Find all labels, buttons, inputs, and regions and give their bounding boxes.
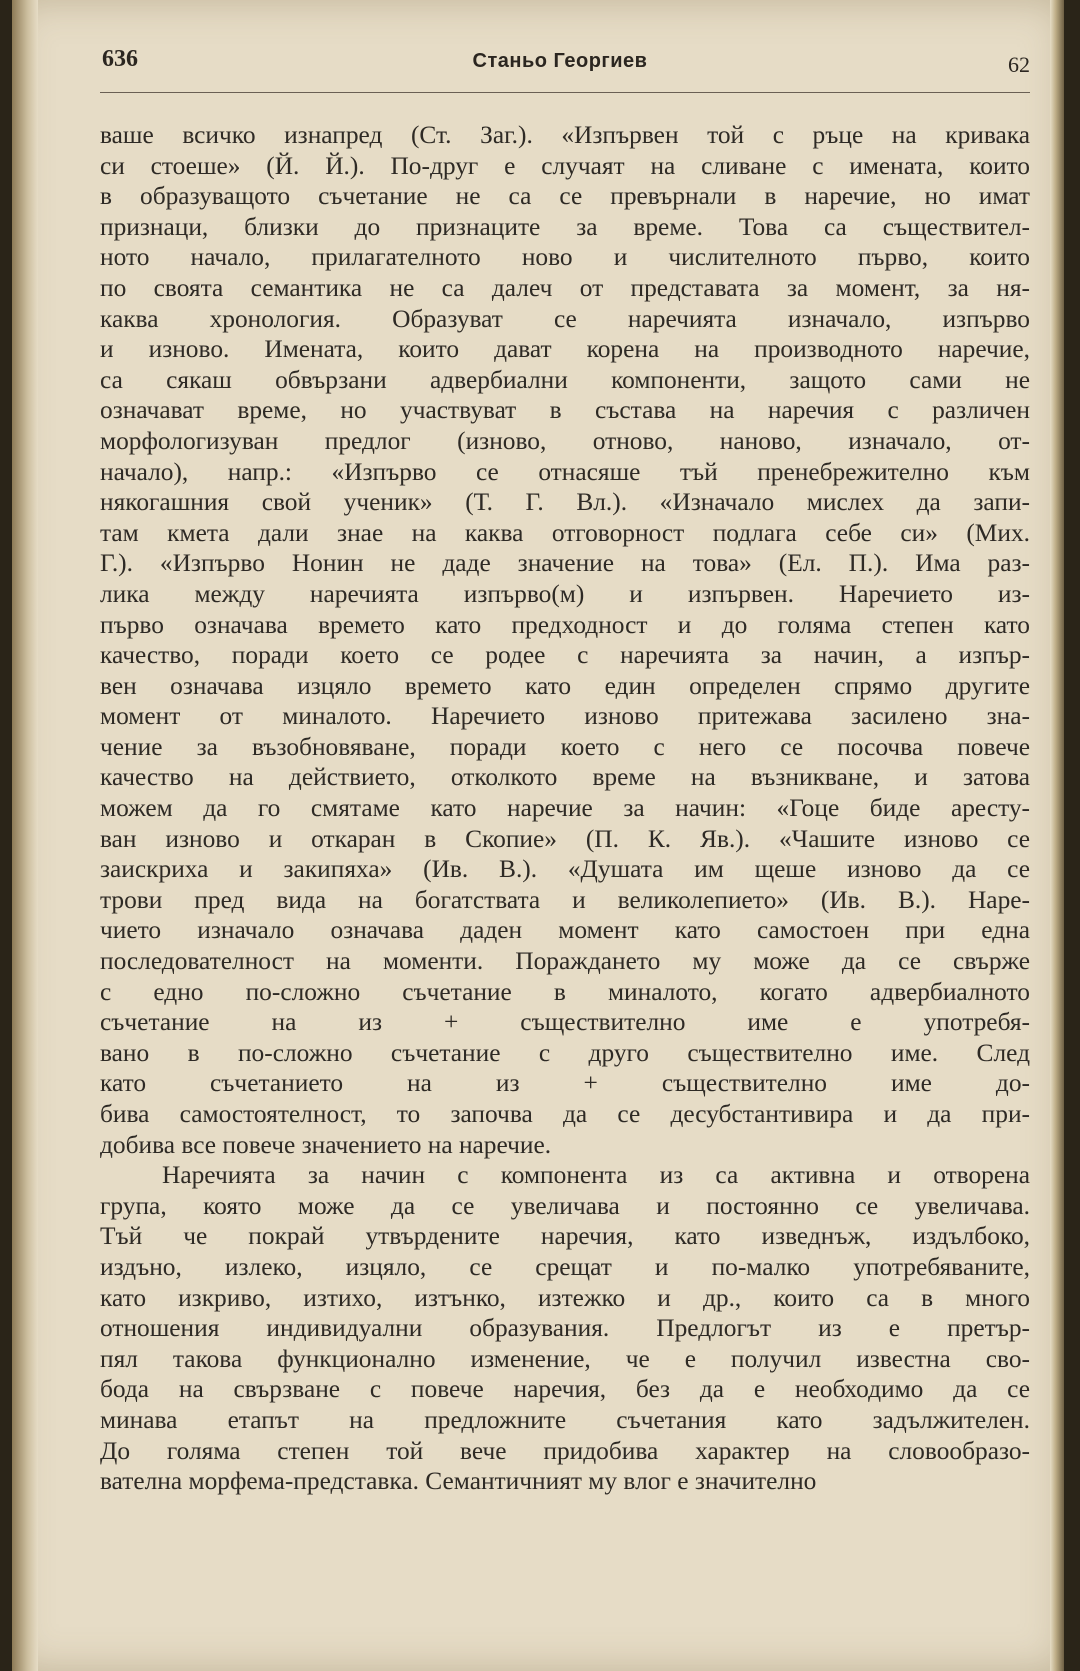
text-line: ваше всичко изнапред (Ст. Заг.). «Изпървен той с ръце на кривака bbox=[100, 121, 1030, 149]
text-line: в образуващото съчетание не са се превърнали в наречие, но имат bbox=[100, 182, 1030, 211]
text-line: група, която може да се увеличава и постоянно се увеличава. bbox=[100, 1191, 1030, 1220]
text-line: лика между наречията изпърво(м) и изпървен. Наречието из- bbox=[100, 579, 1030, 608]
text-line: качество на действието, отколкото време на възникване, и затова bbox=[100, 763, 1030, 792]
text-line: можем да го смятаме като наречие за начин: «Гоце биде аресту- bbox=[100, 794, 1030, 823]
text-line: До голяма степен той вече придобива характер на словообразо- bbox=[100, 1436, 1030, 1465]
text-line: Наречията за начин с компонента из са активна и отворена bbox=[162, 1161, 1030, 1190]
text-line: по своята семантика не са далеч от представата за момент, за ня- bbox=[100, 273, 1030, 302]
text-line: отношения индивидуални образувания. Предлогът из е претър- bbox=[100, 1314, 1030, 1343]
text-line: начало), напр.: «Изпърво се отнасяше тъй пренебрежително към bbox=[100, 457, 1030, 486]
text-line: признаци, близки до признаците за време. Това са съществител- bbox=[100, 212, 1030, 241]
text-line: качество, поради което се родее с наречията за начин, а изпър- bbox=[100, 641, 1030, 670]
text-line: вано в по-сложно съчетание с друго съществително име. След bbox=[100, 1038, 1030, 1067]
section-number: 62 bbox=[1008, 52, 1030, 77]
text-line: чение за възобновяване, поради което с него се посочва повече bbox=[100, 732, 1030, 761]
text-line: си стоеше» (Й. Й.). По-друг е случаят на сливане с имената, които bbox=[100, 151, 1030, 180]
text-line: вателна морфема-представка. Семантичният му влог е значително bbox=[100, 1467, 817, 1496]
text-line: там кмета дали знае на каква отговорност подлага себе си» (Мих. bbox=[100, 518, 1030, 547]
text-line: момент от миналото. Наречието изново притежава засилено зна- bbox=[100, 702, 1030, 731]
text-line: с едно по-сложно съчетание в миналото, когато адвербиалното bbox=[100, 977, 1030, 1006]
text-line: минава етапът на предложните съчетания като задължителен. bbox=[100, 1405, 1030, 1434]
text-line: трови пред вида на богатствата и великолепието» (Ив. В.). Наре- bbox=[100, 885, 1030, 914]
text-line: вен означава изцяло времето като един определен спрямо другите bbox=[100, 671, 1030, 700]
text-line: пял такова функционално изменение, че е получил известна сво- bbox=[100, 1344, 1030, 1373]
text-line: морфологизуван предлог (изново, отново, наново, изначало, от- bbox=[100, 426, 1030, 455]
text-line: някогашния свой ученик» (Т. Г. Вл.). «Изначало мислех да запи- bbox=[100, 488, 1030, 517]
text-line: добива все повече значението на наречие. bbox=[100, 1130, 552, 1159]
page-number: 636 bbox=[102, 46, 138, 72]
body-text bbox=[100, 120, 1030, 1497]
text-line: каква хронология. Образуват се наречията изначало, изпърво bbox=[100, 304, 1030, 333]
running-head-author: Станьо Георгиев bbox=[472, 50, 648, 72]
text-line: бода на свързване с повече наречия, без да е необходимо да се bbox=[100, 1375, 1030, 1404]
page-header bbox=[90, 46, 1030, 88]
text-line: като изкриво, изтихо, изтънко, изтежко и др., които са в много bbox=[100, 1283, 1030, 1312]
text-line: означават време, но участвуват в състава на наречия с различен bbox=[100, 396, 1030, 425]
text-line: Тъй че покрай утвърдените наречия, като изведнъж, издълбоко, bbox=[100, 1222, 1030, 1251]
text-line: ван изново и откаран в Скопие» (П. К. Яв.). «Чашите изново се bbox=[100, 824, 1030, 853]
text-line: като съчетанието на из + съществително име до- bbox=[100, 1069, 1030, 1098]
text-line: чието изначало означава даден момент като самостоен при една bbox=[100, 916, 1030, 945]
text-line: издъно, излеко, изцяло, се срещат и по-малко употребяваните, bbox=[100, 1252, 1030, 1281]
text-line: и изново. Имената, които дават корена на производното наречие, bbox=[100, 335, 1030, 364]
text-line: заискриха и закипяха» (Ив. В.). «Душата им щеше изново да се bbox=[100, 855, 1030, 884]
text-line: съчетание на из + съществително име е употребя- bbox=[100, 1008, 1030, 1037]
page-edge bbox=[1050, 0, 1064, 1671]
text-line: последователност на моменти. Пораждането му може да се свърже bbox=[100, 947, 1030, 976]
header-divider bbox=[100, 92, 1030, 93]
text-line: ното начало, прилагателното ново и числителното първо, които bbox=[100, 243, 1030, 272]
text-line: първо означава времето като предходност и до голяма степен като bbox=[100, 610, 1030, 639]
page-binding-shadow bbox=[12, 0, 38, 1671]
text-line: са сякаш обвързани адвербиални компоненти, защото сами не bbox=[100, 365, 1030, 394]
text-line: бива самостоятелност, то започва да се десубстантивира и да при- bbox=[100, 1100, 1030, 1128]
text-line: Г.). «Изпърво Нонин не даде значение на това» (Ел. П.). Има раз- bbox=[100, 549, 1030, 578]
